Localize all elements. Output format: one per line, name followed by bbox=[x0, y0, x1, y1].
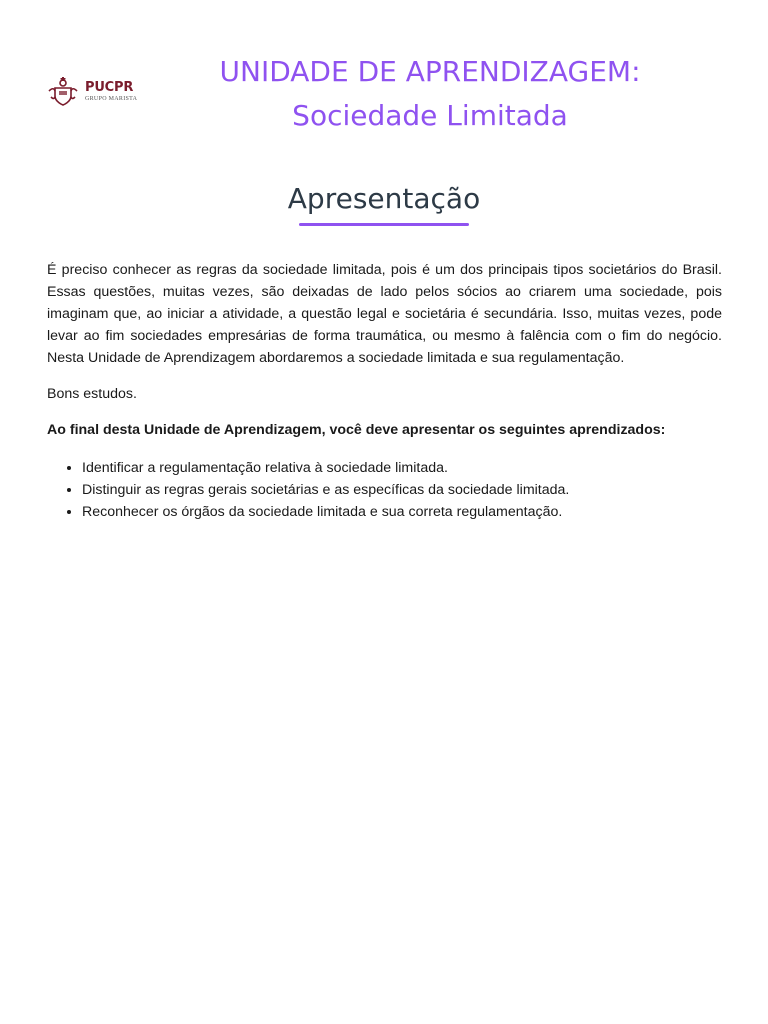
presentation-content bbox=[47, 259, 722, 523]
section-title-underline bbox=[299, 223, 469, 226]
objectives-intro: Ao final desta Unidade de Aprendizagem, você deve apresentar os seguintes aprendizados: bbox=[47, 422, 666, 438]
unit-title bbox=[130, 50, 730, 138]
section-title: Apresentação bbox=[287, 182, 481, 215]
objective-item: • Reconhecer os órgãos da sociedade limitada e sua correta regulamentação. bbox=[82, 501, 722, 523]
unit-title-line2: Sociedade Limitada bbox=[292, 99, 568, 132]
logo-name: PUCPR bbox=[85, 80, 134, 95]
objective-item: • Identificar a regulamentação relativa à sociedade limitada. bbox=[82, 457, 722, 479]
intro-paragraph: É preciso conhecer as regras da sociedade limitada, pois é um dos principais tipos societários do Brasil. Essas questões, muitas vezes, são deixadas de lado pelos sócios ao criarem uma sociedade, pois imaginam que, ao iniciar a atividade, a questão legal e societária é secundária. Isso, muitas vezes, pode levar ao fim sociedades empresárias de forma traumática, ou mesmo à falência com o fim do negócio. Nesta Unidade de Aprendizagem abordaremos a sociedade limitada e sua regulamentação. bbox=[47, 262, 722, 366]
logo-subtitle: GRUPO MARISTA bbox=[85, 96, 138, 102]
objectives-list bbox=[47, 457, 722, 523]
objective-item: • Distinguir as regras gerais societárias e as específicas da sociedade limitada. bbox=[82, 479, 722, 501]
pucpr-crest-icon bbox=[46, 75, 80, 109]
unit-title-line1: UNIDADE DE APRENDIZAGEM: bbox=[219, 55, 641, 88]
farewell-paragraph: Bons estudos. bbox=[47, 386, 137, 402]
